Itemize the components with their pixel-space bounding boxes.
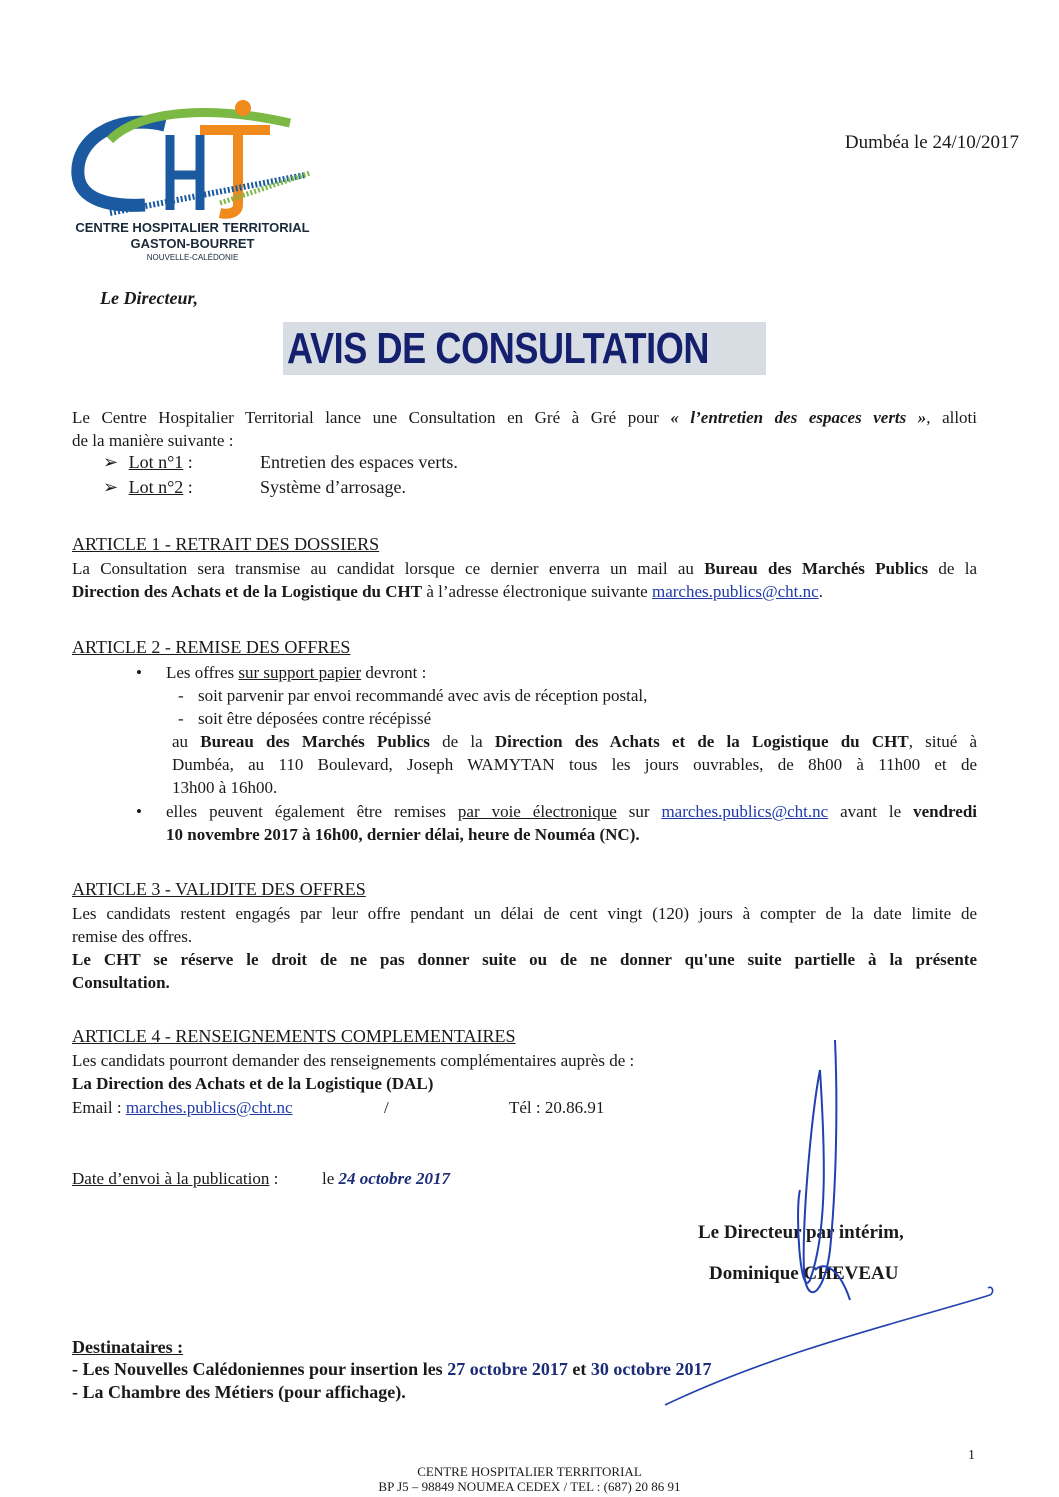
article2-deadline: 10 novembre 2017 à 16h00, dernier délai, heure de Nouméa (NC). [166, 825, 640, 844]
article2-bullet2 [136, 800, 977, 823]
intro-subject: « l’entretien des espaces verts » [670, 408, 927, 427]
logo [70, 95, 315, 265]
article2-d2: soit être déposées contre récépissé [198, 709, 432, 728]
article1-text-a: La Consultation sera transmise au candidat lorsque ce dernier enverra un mail au [72, 559, 694, 578]
footer-line1: CENTRE HOSPITALIER TERRITORIAL [417, 1464, 642, 1479]
article3-heading: ARTICLE 3 - VALIDITE DES OFFRES [72, 879, 366, 899]
intro-text-a: Le Centre Hospitalier Territorial lance une Consultation en Gré à Gré pour [72, 408, 659, 427]
document-date: Dumbéa le 24/10/2017 [844, 132, 1019, 153]
article1-line1 [72, 557, 977, 580]
article4-heading: ARTICLE 4 - RENSEIGNEMENTS COMPLEMENTAIRES [72, 1026, 516, 1046]
article1-text-c: de la [938, 559, 978, 578]
article2-p-direction: Direction des Achats et de la Logistique du CHT [494, 732, 909, 751]
article2-p-d: , situé à [908, 732, 978, 751]
lot-1 [103, 452, 193, 473]
article2-p-a: au [172, 732, 189, 751]
lot-1-desc: Entretien des espaces verts. [260, 452, 458, 472]
lot-2-desc: Système d’arrosage. [260, 477, 406, 497]
handwritten-signature-icon [660, 1030, 1000, 1410]
publication-le: le [322, 1169, 335, 1188]
recipient-1 [72, 1359, 711, 1380]
footer-line2: BP J5 – 98849 NOUMEA CEDEX / TEL : (687) 20 86 91 [378, 1479, 681, 1494]
article2-para1 [172, 730, 977, 753]
publication-date [322, 1167, 450, 1190]
sender: Le Directeur, [100, 288, 198, 308]
lot-1-label: Lot n°1 [128, 452, 184, 472]
signatory-name: Dominique CHEVEAU [709, 1263, 899, 1284]
title-box [283, 322, 766, 375]
article3-line1: Les candidats restent engagés par leur offre pendant un délai de cent vingt (120) jours à compter de la date limite de [72, 904, 977, 923]
logo-name-line2: GASTON-BOURRET [130, 236, 255, 251]
bullet-icon: • [136, 663, 142, 682]
article2-p-c: de la [442, 732, 483, 751]
publication-label: Date d’envoi à la publication [72, 1169, 270, 1188]
intro-line1 [72, 406, 977, 429]
article2-b1-u: sur support papier [238, 663, 362, 682]
article2-b2-a: elles peuvent également être remises [166, 802, 446, 821]
logo-name-line3: NOUVELLE-CALÉDONIE [146, 253, 239, 262]
article2-bullet1 [136, 661, 426, 684]
lot-1-colon: : [183, 452, 193, 472]
article1-email-link[interactable]: marches.publics@cht.nc [651, 582, 819, 601]
lot-2 [103, 477, 193, 498]
article2-b1-b: devront : [365, 663, 427, 682]
article2-b2-u: par voie électronique [457, 802, 617, 821]
article2-p-bureau: Bureau des Marchés Publics [200, 732, 430, 751]
logo-name-line1: CENTRE HOSPITALIER TERRITORIAL [75, 220, 310, 235]
intro-text-c: , alloti [926, 408, 978, 427]
publication-date-value: 24 octobre 2017 [338, 1169, 450, 1188]
article2-d1: soit parvenir par envoi recommandé avec avis de réception postal, [198, 686, 648, 705]
article2-b2-d: vendredi [913, 802, 977, 821]
lot-2-label: Lot n°2 [128, 477, 184, 497]
article3-line4: Consultation. [72, 973, 170, 992]
recipient-2: - La Chambre des Métiers (pour affichage). [72, 1382, 406, 1402]
article2-b2-b: sur [628, 802, 650, 821]
cht-logo-icon [70, 95, 315, 220]
dash-icon: - [178, 709, 184, 728]
article4-line1: Les candidats pourront demander des renseignements complémentaires auprès de : [72, 1051, 635, 1070]
article2-heading: ARTICLE 2 - REMISE DES OFFRES [72, 637, 351, 657]
article1-line2 [72, 580, 977, 603]
document-title: AVIS DE CONSULTATION [287, 324, 710, 373]
article1-bureau: Bureau des Marchés Publics [704, 559, 929, 578]
recipient-1-date2: 30 octobre 2017 [590, 1359, 712, 1379]
dash-icon: - [178, 686, 184, 705]
article1-text-d: à l’adresse électronique suivante [426, 582, 648, 601]
article4-email-label: Email : [72, 1098, 122, 1117]
signatory-title: Le Directeur par intérim, [698, 1222, 904, 1243]
publication-colon: : [269, 1169, 279, 1188]
article4-email-link[interactable]: marches.publics@cht.nc [125, 1098, 293, 1117]
intro-line2: de la manière suivante : [72, 431, 234, 450]
article1-direction: Direction des Achats et de la Logistique du CHT [72, 582, 423, 601]
article1-heading: ARTICLE 1 - RETRAIT DES DOSSIERS [72, 534, 380, 554]
arrow-bullet-icon: ➢ [103, 452, 119, 472]
recipients-heading: Destinataires : [72, 1337, 184, 1357]
arrow-bullet-icon: ➢ [103, 477, 119, 497]
article3-line2: remise des offres. [72, 927, 193, 946]
article4-tel: Tél : 20.86.91 [509, 1098, 605, 1117]
article1-end: . [818, 582, 823, 601]
recipient-1-and: et [572, 1359, 587, 1379]
article2-email-link[interactable]: marches.publics@cht.nc [661, 802, 829, 821]
article2-dash2 [178, 707, 431, 730]
publication-line [72, 1167, 278, 1190]
page-number: 1 [968, 1448, 975, 1463]
article2-dash1 [178, 684, 647, 707]
article2-para3: 13h00 à 16h00. [172, 778, 278, 797]
recipient-1-text: - Les Nouvelles Calédoniennes pour insertion les [72, 1359, 443, 1379]
article2-b2-c: avant le [840, 802, 902, 821]
article2-b1-a: Les offres [166, 663, 235, 682]
article4-line2: La Direction des Achats et de la Logistique (DAL) [72, 1074, 434, 1093]
article4-separator: / [384, 1098, 389, 1117]
article2-para2: Dumbéa, au 110 Boulevard, Joseph WAMYTAN tous les jours ouvrables, de 8h00 à 11h00 et de [172, 755, 977, 774]
article3-line3: Le CHT se réserve le droit de ne pas donner suite ou de ne donner qu'une suite partielle à la présente [72, 950, 977, 969]
lot-2-colon: : [183, 477, 193, 497]
recipient-1-date1: 27 octobre 2017 [447, 1359, 568, 1379]
bullet-icon: • [136, 802, 142, 821]
